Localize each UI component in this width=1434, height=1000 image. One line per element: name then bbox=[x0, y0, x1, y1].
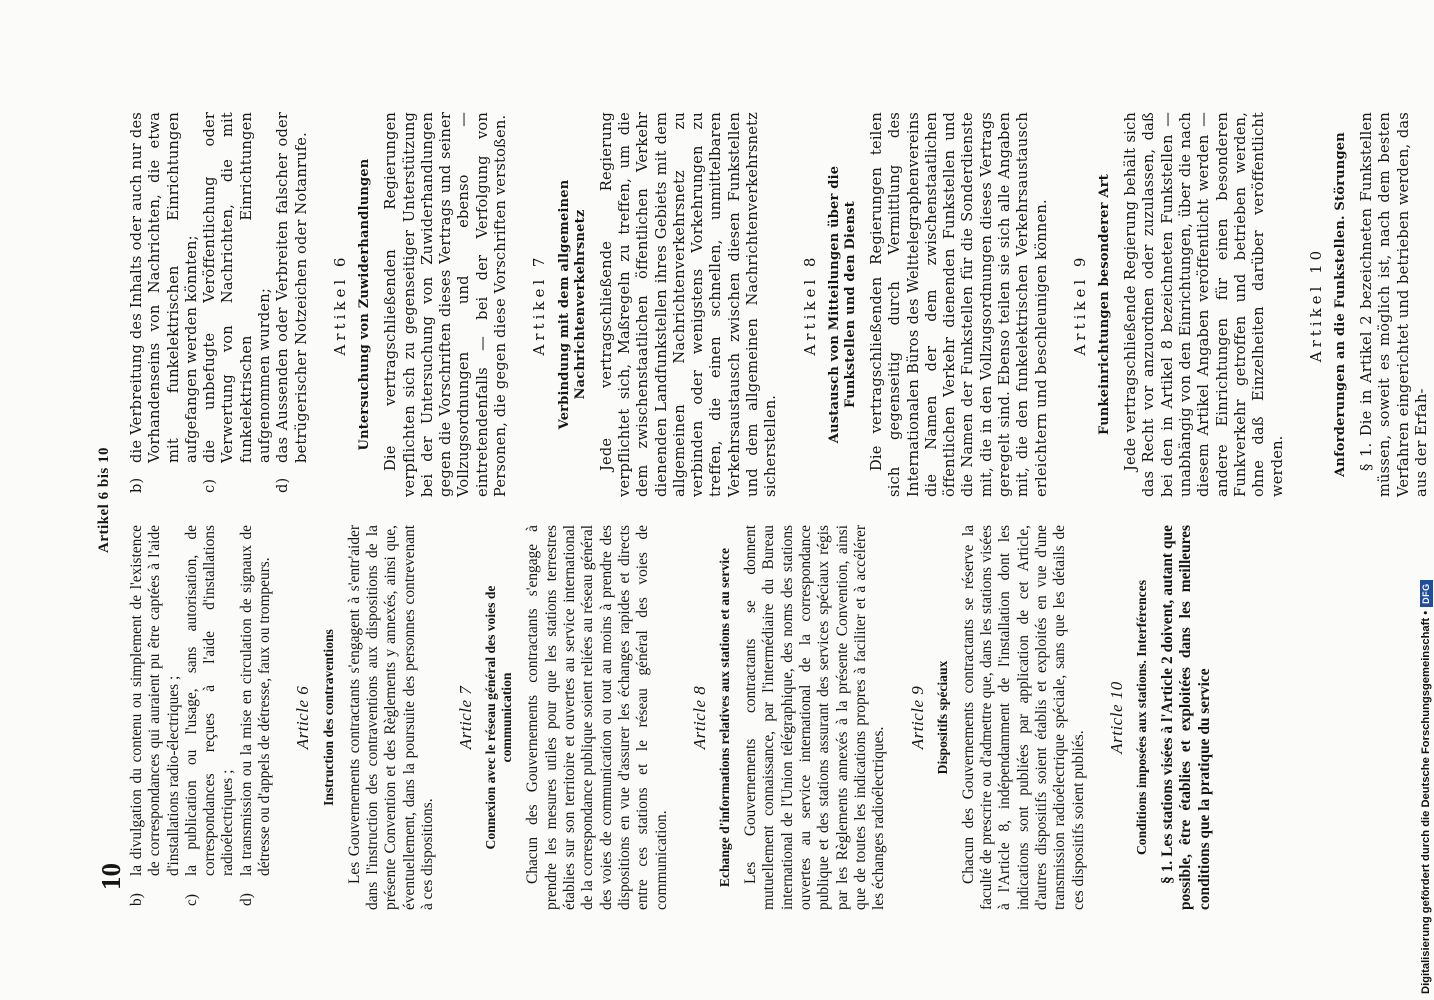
item-text: la transmission ou la mise en circulation de signaux de détresse ou d'appels de détresse, faux ou trompeurs. bbox=[237, 525, 274, 876]
item-text: das Aussenden oder Verbreiten falscher oder betrügerischer Notzeichen oder Notanrufe. bbox=[274, 112, 310, 463]
article-title: Article 9 bbox=[907, 685, 927, 750]
item-label: b) bbox=[128, 893, 145, 906]
article-title: Artikel 9 bbox=[1070, 253, 1089, 356]
article-text-bold: § 1. Les stations visées à l'Article 2 doivent, autant que possible, être établies et exploitées dans les meilleures conditions que la pratique du service bbox=[1159, 525, 1213, 910]
article-title: Artikel 6 bbox=[330, 253, 349, 356]
article-title: Article 6 bbox=[293, 685, 313, 750]
article-6-de bbox=[331, 112, 510, 497]
article-heading: Conditions imposées aux stations. Interférences bbox=[1134, 579, 1150, 856]
item-label: c) bbox=[201, 478, 219, 493]
article-text: § 1. Die in Artikel 2 bezeichneten Funkstellen müssen, soweit es möglich ist, nach dem besten Verfahren eingerichtet und betrieben werden, das aus der Erfah- bbox=[1358, 112, 1431, 497]
article-9-fr bbox=[909, 525, 1088, 910]
article-7-fr bbox=[457, 525, 671, 910]
article-title: Artikel 10 bbox=[1306, 246, 1325, 363]
item-text: die Verbreitung des Inhalts oder auch nur des Vorhandenseins von Nachrichten, die etwa mit funkelektrischen Einrichtungen aufgefangen werden könnten; bbox=[128, 112, 200, 463]
article-text: Les Gouvernements contractants s'engagent à s'entr'aider dans l'instruction des contraventions aux dispositions de la présente Convention et des Règlements y annexés, ainsi que, éventuellement, dans la poursuite des personnes contrevenant à ces dispositions. bbox=[345, 525, 436, 910]
list-item bbox=[128, 525, 183, 910]
list-item bbox=[183, 525, 238, 910]
article-heading: Austausch von Mitteilungen über die Funkstellen und den Dienst bbox=[826, 165, 858, 444]
article-heading: Verbindung mit dem allgemeinen Nachrichtenverkehrsnetz bbox=[556, 179, 588, 430]
item-label: d) bbox=[274, 477, 292, 493]
item-label: d) bbox=[237, 893, 255, 906]
item-text: la divulgation du contenu ou simplement de l'existence de correspondances qui auraient pu être captées à l'aide d'installations radio-électriques ; bbox=[128, 525, 182, 876]
dfg-logo: DFG bbox=[1420, 580, 1433, 607]
article-title: Article 10 bbox=[1106, 681, 1126, 754]
article-9-de bbox=[1071, 112, 1287, 497]
article-text: Die vertragschließenden Regierungen verpflichten sich zu gegenseitiger Unterstützung bei der Untersuchung von Zuwiderhandlungen gegen die Vorschriften dieses Vertrags und seiner Vollzugsordnungen und ebenso — eintretendenfalls — bei der Verfolgung von Personen, die gegen diese Vorschriften verstoßen. bbox=[382, 112, 510, 497]
item-label: c) bbox=[182, 894, 200, 906]
list-item bbox=[274, 112, 311, 497]
article-text: Jede vertragschließende Regierung behält sich das Recht vor anzuordnen oder zuzulassen, daß bei den in Artikel 8 bezeichneten Funkstellen — unabhängig von den Einrichtungen, über die nach diesem Artikel Angaben veröffentlicht werden — andere Einrichtungen für einen besonderen Funkverkehr getroffen und betrieben werden, ohne daß Einzelheiten darüber veröffentlicht werden. bbox=[1122, 112, 1286, 497]
item-label: b) bbox=[128, 477, 145, 493]
article-text: Les Gouvernements contractants se donnent mutuellement connaissance, par l'intermédiaire du Bureau international de l'Union télégraphique, des noms des stations ouvertes au service international de la correspondance publique et des stations assurant des services spéciaux régis par les Règlements annexés à la présente Convention, ainsi que de toutes les indications propres à faciliter et à accélérer les échanges radioélectriques. bbox=[742, 525, 888, 910]
running-head: Artikel 6 bis 10 bbox=[96, 447, 112, 553]
article-heading: Instruction des contraventions bbox=[320, 629, 336, 806]
article-title: Article 7 bbox=[456, 685, 476, 750]
item-text: die unbefugte Veröffentlichung oder Verwertung von Nachrichten, die mit funkelektrischen Einrichtungen aufgenommen wurden; bbox=[201, 112, 274, 463]
article-heading: Untersuchung von Zuwiderhandlungen bbox=[357, 158, 373, 451]
item-text: la publication ou l'usage, sans autorisation, de correspondances reçues à l'aide d'installations radioélectriques ; bbox=[182, 525, 237, 876]
french-column bbox=[128, 525, 1214, 910]
list-item bbox=[201, 112, 274, 497]
article-heading: Anforderungen an die Funkstellen. Störungen bbox=[1333, 132, 1349, 477]
notice-text: Digitalisierung gefördert durch die Deutsche Forschungsgemeinschaft • bbox=[1420, 610, 1432, 994]
article-heading: Dispositifs spéciaux bbox=[934, 660, 950, 775]
article-text: Jede vertragschließende Regierung verpflichtet sich, Maßregeln zu treffen, um die dem zwischenstaatlichen öffentlichen Verkehr dienenden Landfunkstellen ihres Gebiets mit dem allgemeinen Nachrichtenverkehrsnetz zu verbinden oder wenigstens Vorkehrungen zu treffen, die einen schnellen, unmittelbaren Verkehrsaustausch zwischen diesen Funkstellen und dem allgemeinen Nachrichtenverkehrsnetz sicherstellen. bbox=[597, 112, 780, 497]
page-number: 10 bbox=[96, 863, 126, 890]
article-title: Artikel 8 bbox=[800, 253, 819, 356]
article-heading: Echange d'informations relatives aux stations et au service bbox=[717, 547, 733, 888]
article-text bbox=[1159, 525, 1214, 910]
list-item bbox=[238, 525, 275, 910]
article-6-fr bbox=[294, 525, 437, 910]
article-text: Die vertragschließenden Regierungen teilen sich gegenseitig durch Vermittlung des Internationalen Büros des Welttelegraphenvereins die Namen der dem zwischenstaatlichen öffentlichen Verkehr dienenden Funkstellen und die Namen der Funkstellen für die Sonderdienste mit, die in den Vollzugsordnungen dieses Vertrags geregelt sind. Ebenso teilen sie sich alle Angaben mit, die den funkelektrischen Verkehrsaustausch erleichtern und beschleunigen können. bbox=[867, 112, 1050, 497]
list-item bbox=[128, 112, 201, 497]
german-column bbox=[128, 112, 1431, 497]
article-8-fr bbox=[691, 525, 889, 910]
article-text: Chacun des Gouvernements contractants s'engage à prendre les mesures utiles pour que les stations terrestres établies sur son territoire et ouvertes au service international de la correspondance publique soient reliées au réseau général des voies de communication ou tout au moins à prendre des dispositions en vue d'assurer les échanges rapides et directs entre ces stations et le réseau général des voies de communication. bbox=[524, 525, 670, 910]
article-text: Chacun des Gouvernements contractants se réserve la faculté de prescrire ou d'admettre que, dans les stations visées à l'Article 8, indépendamment de l'installation dont les indications sont publiées par application de cet Article, d'autres dispositifs soient établis et exploités en vue d'une transmission radioélectrique spéciale, sans que les détails de ces dispositifs soient publiés. bbox=[959, 525, 1087, 910]
digitization-notice bbox=[1418, 6, 1434, 994]
article-heading: Funkeinrichtungen besonderer Art bbox=[1097, 174, 1113, 435]
article-10-fr bbox=[1108, 525, 1214, 910]
article-title: Article 8 bbox=[689, 685, 709, 750]
article-8-de bbox=[801, 112, 1051, 497]
article-heading: Connexion avec le réseau général des voies de communication bbox=[483, 585, 515, 850]
article-7-de bbox=[530, 112, 780, 497]
article-title: Artikel 7 bbox=[530, 253, 549, 356]
article-10-de bbox=[1307, 112, 1431, 497]
